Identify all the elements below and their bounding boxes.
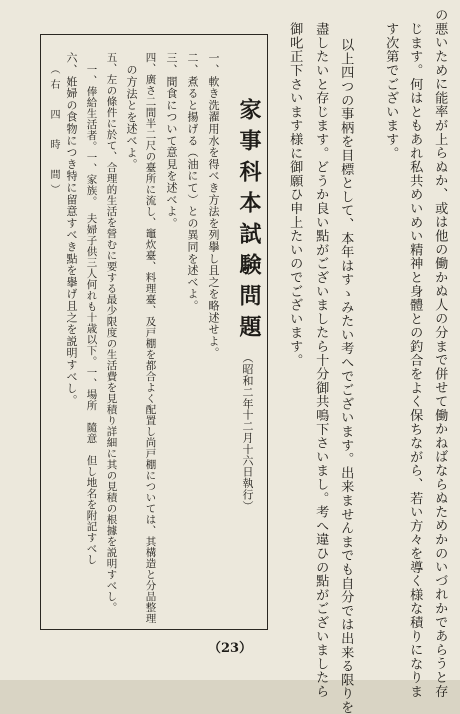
exam-date: （昭和二年十二月十六日執行） [241,352,254,512]
exam-question-4: 四、廣さ二間半二尺の臺所に流し、竈炊臺、料理臺、及戸棚を都合よく配置し尚戸棚については、其構造と分品整理 [144,52,157,624]
body-column-2: じます。何はともあれ私共めいめい精神と身體との釣合をよく保ちながら、若い方々を導く様な積りになりま [407,22,423,699]
exam-question-2: 二、煮ると揚げる（油にて）との異同を述べよ。 [186,52,199,312]
body-column-4: 以上四つの事柄を目標として、本年はすゝみたい考へでございます。出来ませんまでも自分では出来る限りを [338,38,354,714]
exam-question-3: 三、間食について意見を述べよ。 [165,52,178,229]
body-column-6: 御叱正下さいます様に御願ひ申上たいのでございます。 [287,22,303,367]
exam-question-5-detail: 一、俸給生活者。一、家族。 夫婦子供三人何れも十歳以下。一、場所 隨意 但し地名を附記すべし [85,64,98,565]
exam-question-4-cont: の方法とを述べよ。 [125,64,138,171]
exam-question-5: 五、左の條件に於て、合理的生活を營むに要する最少限度の生活費を見積り詳細に其の見積の根據を説明すべし。 [105,52,118,613]
exam-question-1: 一、軟き洗濯用水を得べき方法を列擧し且之を略述せよ。 [207,52,220,359]
page-number: （23） [207,641,253,656]
exam-title: 家事科本試験問題 [236,98,262,346]
body-column-1: の悪いために能率が上らぬか、或は他の働かぬ人の分まで併せて働かねばならぬためかのいづれかであらうと存 [432,8,448,698]
exam-duration-note: （右 四 時 間） [48,64,59,199]
body-column-3: す次第でございます。 [383,22,399,160]
exam-question-6: 六、姙婦の食物につき特に留意すべき點を擧げ且之を説明すべし。 [65,52,78,406]
body-column-5: 盡したいと存じます。どうか良い點がございましたら十分御共鳴下さいまし。考へ違ひの點がございましたら [313,22,329,699]
